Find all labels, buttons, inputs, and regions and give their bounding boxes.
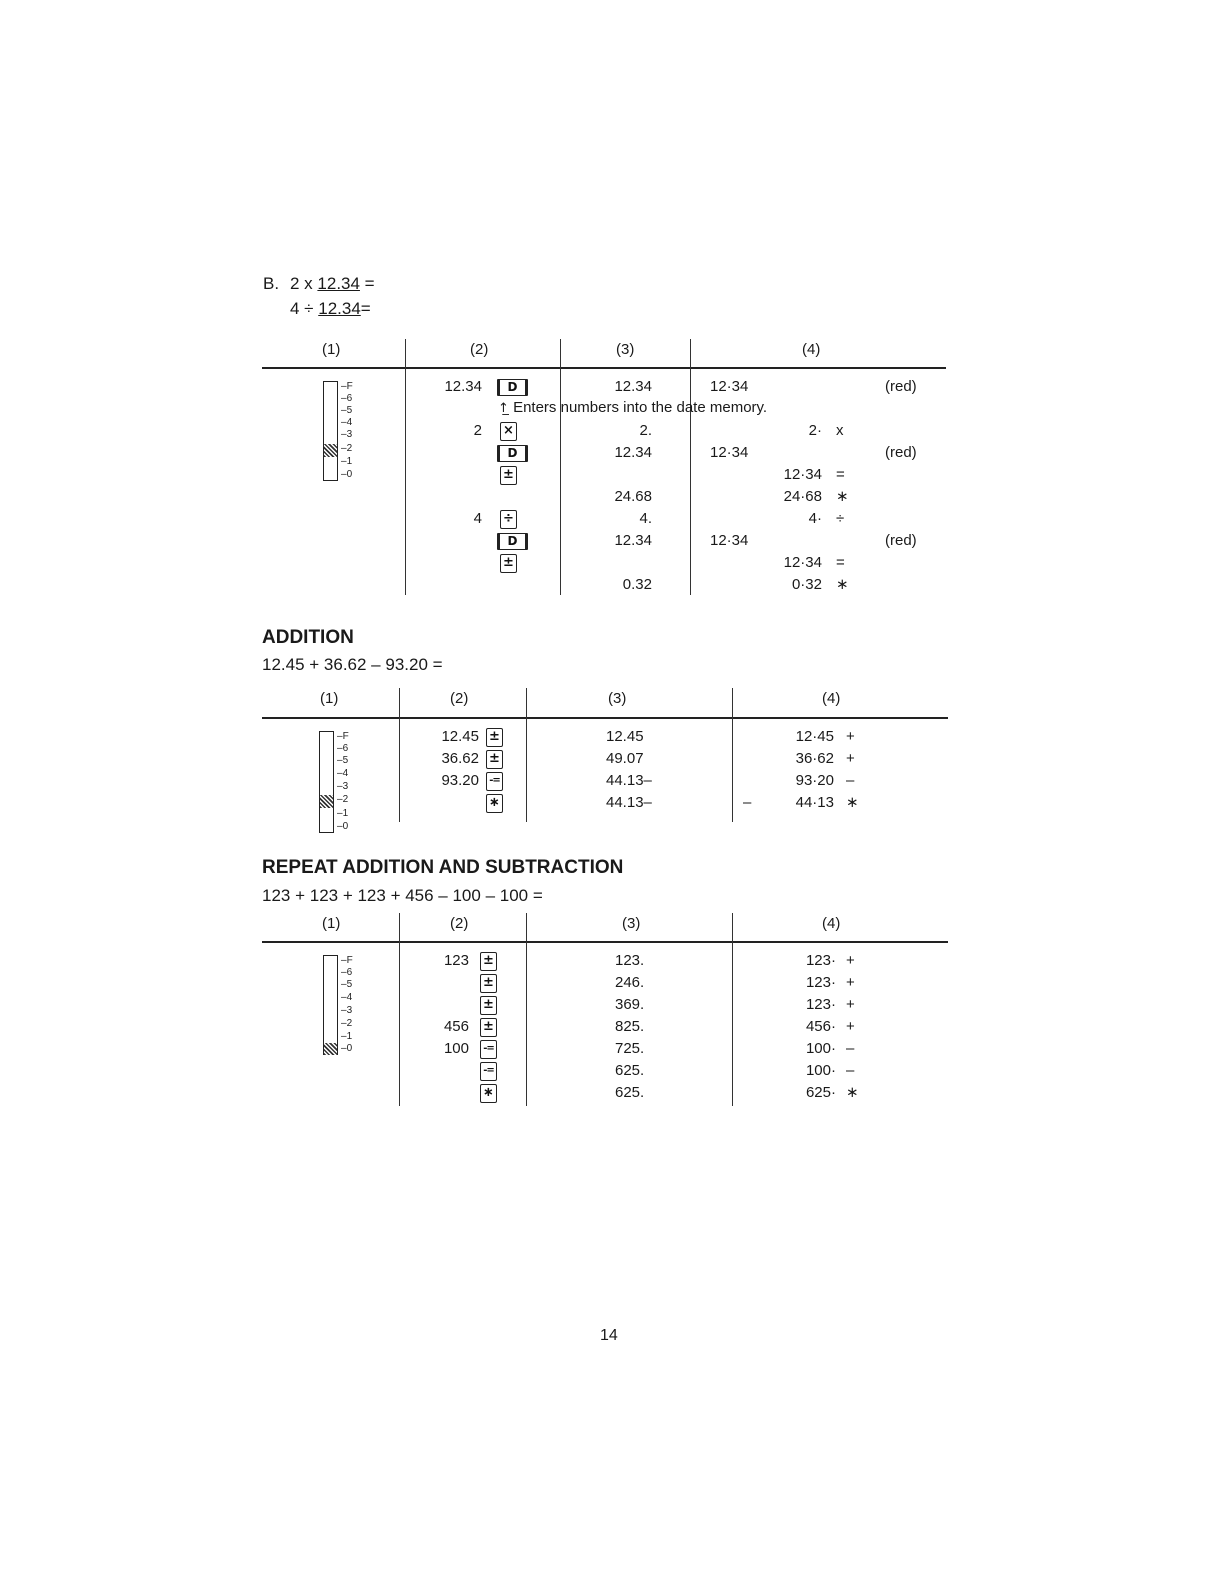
add-row2-sym: – xyxy=(846,772,855,789)
line1-underlined: 12.34 xyxy=(317,274,360,293)
gauge-fill xyxy=(324,444,337,457)
switch-gauge-b xyxy=(323,381,363,481)
b-row8-c3: 0.32 xyxy=(622,576,652,593)
rep-row0-c3: 123. xyxy=(615,952,645,969)
section-b-line2 xyxy=(290,299,371,319)
b-row2-c4l: 12·34 xyxy=(710,444,749,461)
gauge-label-2: –2 xyxy=(337,794,349,805)
gauge-label-5: –5 xyxy=(341,979,353,990)
b-row1-c4r: 2· xyxy=(808,422,822,439)
multiply-key: × xyxy=(500,422,517,441)
rep-header-rule xyxy=(262,941,948,943)
arrow-up-icon: ↑̲ xyxy=(498,401,509,416)
rep-header-1: (1) xyxy=(322,915,341,932)
b-row0-c3: 12.34 xyxy=(614,378,652,395)
b-row7-c4r: 12·34 xyxy=(783,554,822,571)
rep-row4-sym: – xyxy=(846,1040,855,1057)
b-row1-c3: 2. xyxy=(639,422,652,439)
rep-row0-c4: 123· xyxy=(805,952,836,969)
rep-row5-c3: 625. xyxy=(615,1062,645,1079)
rep-row4-c2: 100 xyxy=(443,1040,469,1057)
gauge-label-0: –0 xyxy=(337,821,349,832)
b-col-divider-3 xyxy=(690,339,691,595)
plus-equal-key: ± xyxy=(480,1018,497,1037)
b-row7-sym: = xyxy=(836,554,845,571)
rep-row3-c2: 456 xyxy=(443,1018,469,1035)
plus-equal-key: ± xyxy=(500,554,517,573)
rep-row0-sym: + xyxy=(846,952,855,969)
rep-row4-c3: 725. xyxy=(615,1040,645,1057)
gauge-label-5: –5 xyxy=(337,755,349,766)
b-row4-sym: ∗ xyxy=(836,488,849,505)
add-header-4: (4) xyxy=(822,690,841,707)
b-row3-c4r: 12·34 xyxy=(783,466,822,483)
gauge-label-f: –F xyxy=(341,381,353,392)
gauge-label-4: –4 xyxy=(341,417,353,428)
rep-header-2: (2) xyxy=(450,915,469,932)
gauge-box xyxy=(323,381,338,481)
rep-row6-c4: 625· xyxy=(805,1084,836,1101)
add-row1-c4: 36·62 xyxy=(795,750,834,767)
add-row2-c4: 93·20 xyxy=(795,772,834,789)
d-key: D xyxy=(497,445,528,462)
line1-suffix: = xyxy=(359,274,375,293)
add-header-1: (1) xyxy=(320,690,339,707)
minus-equal-key: -= xyxy=(480,1062,497,1081)
rep-row6-sym: ∗ xyxy=(846,1084,859,1101)
b-row4-c4r: 24·68 xyxy=(783,488,822,505)
add-header-2: (2) xyxy=(450,690,469,707)
plus-equal-key: ± xyxy=(500,466,517,485)
b-row5-c2: 4 xyxy=(473,510,482,527)
d-key: D xyxy=(497,533,528,550)
b-header-2: (2) xyxy=(470,341,489,358)
gauge-label-3: –3 xyxy=(337,781,349,792)
b-row8-c4r: 0·32 xyxy=(791,576,822,593)
gauge-label-5: –5 xyxy=(341,405,353,416)
gauge-label-1: –1 xyxy=(341,456,353,467)
gauge-label-f: –F xyxy=(337,731,349,742)
rep-row2-c4: 123· xyxy=(805,996,836,1013)
add-row0-sym: + xyxy=(846,728,855,745)
rep-row2-sym: + xyxy=(846,996,855,1013)
rep-row3-c3: 825. xyxy=(615,1018,645,1035)
d-key: D xyxy=(497,379,528,396)
b-header-1: (1) xyxy=(322,341,341,358)
b-row2-c3: 12.34 xyxy=(614,444,652,461)
switch-gauge-addition xyxy=(319,731,359,833)
rep-row2-c3: 369. xyxy=(615,996,645,1013)
gauge-label-1: –1 xyxy=(341,1031,353,1042)
rep-col-divider-2 xyxy=(526,913,527,1106)
gauge-label-f: –F xyxy=(341,955,353,966)
rep-row3-sym: + xyxy=(846,1018,855,1035)
plus-equal-key: ± xyxy=(486,728,503,747)
gauge-fill xyxy=(320,795,333,808)
repeat-equation: 123 + 123 + 123 + 456 – 100 – 100 = xyxy=(262,886,543,905)
line2-prefix: 4 ÷ xyxy=(290,299,319,318)
divide-key: ÷ xyxy=(500,510,517,529)
add-col-divider-2 xyxy=(526,688,527,822)
section-b-label: B. xyxy=(263,274,280,293)
rep-col-divider-3 xyxy=(732,913,733,1106)
line1-prefix: 2 x xyxy=(290,274,318,293)
gauge-label-4: –4 xyxy=(337,768,349,779)
rep-row1-c4: 123· xyxy=(805,974,836,991)
b-header-3: (3) xyxy=(616,341,635,358)
b-row4-c3: 24.68 xyxy=(614,488,652,505)
b-row2-red: (red) xyxy=(885,444,917,461)
gauge-box xyxy=(323,955,338,1055)
rep-row5-sym: – xyxy=(846,1062,855,1079)
b-row0-red: (red) xyxy=(885,378,917,395)
gauge-box xyxy=(319,731,334,833)
b-row1-c2: 2 xyxy=(473,422,482,439)
switch-gauge-repeat xyxy=(323,955,363,1055)
rep-row3-c4: 456· xyxy=(805,1018,836,1035)
b-row5-c3: 4. xyxy=(639,510,652,527)
repeat-title: REPEAT ADDITION AND SUBTRACTION xyxy=(262,857,624,878)
addition-equation: 12.45 + 36.62 – 93.20 = xyxy=(262,655,443,674)
gauge-label-1: –1 xyxy=(337,808,349,819)
plus-equal-key: ± xyxy=(480,996,497,1015)
rep-row0-c2: 123 xyxy=(443,952,469,969)
plus-equal-key: ± xyxy=(480,952,497,971)
b-row0-c4l: 12·34 xyxy=(710,378,749,395)
rep-row1-c3: 246. xyxy=(615,974,645,991)
b-row6-c4l: 12·34 xyxy=(710,532,749,549)
add-row3-sym: ∗ xyxy=(846,794,859,811)
gauge-label-6: –6 xyxy=(341,967,353,978)
b-row0-c2: 12.34 xyxy=(444,378,482,395)
b-row8-sym: ∗ xyxy=(836,576,849,593)
rep-header-4: (4) xyxy=(822,915,841,932)
add-row0-c2: 12.45 xyxy=(441,728,479,745)
add-row3-c3: 44.13– xyxy=(606,794,652,811)
add-row1-sym: + xyxy=(846,750,855,767)
b-row5-c4r: 4· xyxy=(808,510,822,527)
rep-header-3: (3) xyxy=(622,915,641,932)
total-key: ∗ xyxy=(486,794,503,813)
gauge-label-0: –0 xyxy=(341,1043,353,1054)
gauge-label-2: –2 xyxy=(341,1018,353,1029)
b-row1-sym: x xyxy=(836,422,844,439)
gauge-fill xyxy=(324,1043,337,1055)
b-row3-sym: = xyxy=(836,466,845,483)
add-header-3: (3) xyxy=(608,690,627,707)
b-col-divider-2 xyxy=(560,339,561,595)
add-row1-c2: 36.62 xyxy=(441,750,479,767)
b-header-4: (4) xyxy=(802,341,821,358)
date-memory-note xyxy=(498,399,767,418)
minus-equal-key: -= xyxy=(480,1040,497,1059)
add-row2-c3: 44.13– xyxy=(606,772,652,789)
add-row0-c3: 12.45 xyxy=(606,728,644,745)
page-number: 14 xyxy=(600,1327,618,1344)
gauge-label-6: –6 xyxy=(341,393,353,404)
add-row3-c4: 44·13 xyxy=(795,794,834,811)
plus-equal-key: ± xyxy=(486,750,503,769)
gauge-label-6: –6 xyxy=(337,743,349,754)
add-row3-minus: – xyxy=(743,794,752,811)
rep-row5-c4: 100· xyxy=(805,1062,836,1079)
b-col-divider-1 xyxy=(405,339,406,595)
gauge-label-0: –0 xyxy=(341,469,353,480)
note-text: Enters numbers into the date memory. xyxy=(513,399,768,416)
rep-row1-sym: + xyxy=(846,974,855,991)
add-row1-c3: 49.07 xyxy=(606,750,644,767)
line2-underlined: 12.34 xyxy=(318,299,361,318)
add-header-rule xyxy=(262,717,948,719)
gauge-label-4: –4 xyxy=(341,992,353,1003)
b-header-rule xyxy=(262,367,946,369)
b-row5-sym: ÷ xyxy=(836,510,845,527)
rep-row4-c4: 100· xyxy=(805,1040,836,1057)
gauge-label-2: –2 xyxy=(341,443,353,454)
rep-row6-c3: 625. xyxy=(615,1084,645,1101)
b-row6-c3: 12.34 xyxy=(614,532,652,549)
b-row6-red: (red) xyxy=(885,532,917,549)
minus-equal-key: -= xyxy=(486,772,503,791)
add-row0-c4: 12·45 xyxy=(795,728,834,745)
add-row2-c2: 93.20 xyxy=(441,772,479,789)
section-b-line1 xyxy=(290,274,375,294)
addition-title: ADDITION xyxy=(262,627,354,648)
rep-col-divider-1 xyxy=(399,913,400,1106)
gauge-label-3: –3 xyxy=(341,429,353,440)
total-key: ∗ xyxy=(480,1084,497,1103)
gauge-label-3: –3 xyxy=(341,1005,353,1016)
add-col-divider-1 xyxy=(399,688,400,822)
line2-suffix: = xyxy=(360,299,371,318)
plus-equal-key: ± xyxy=(480,974,497,993)
add-col-divider-3 xyxy=(732,688,733,822)
